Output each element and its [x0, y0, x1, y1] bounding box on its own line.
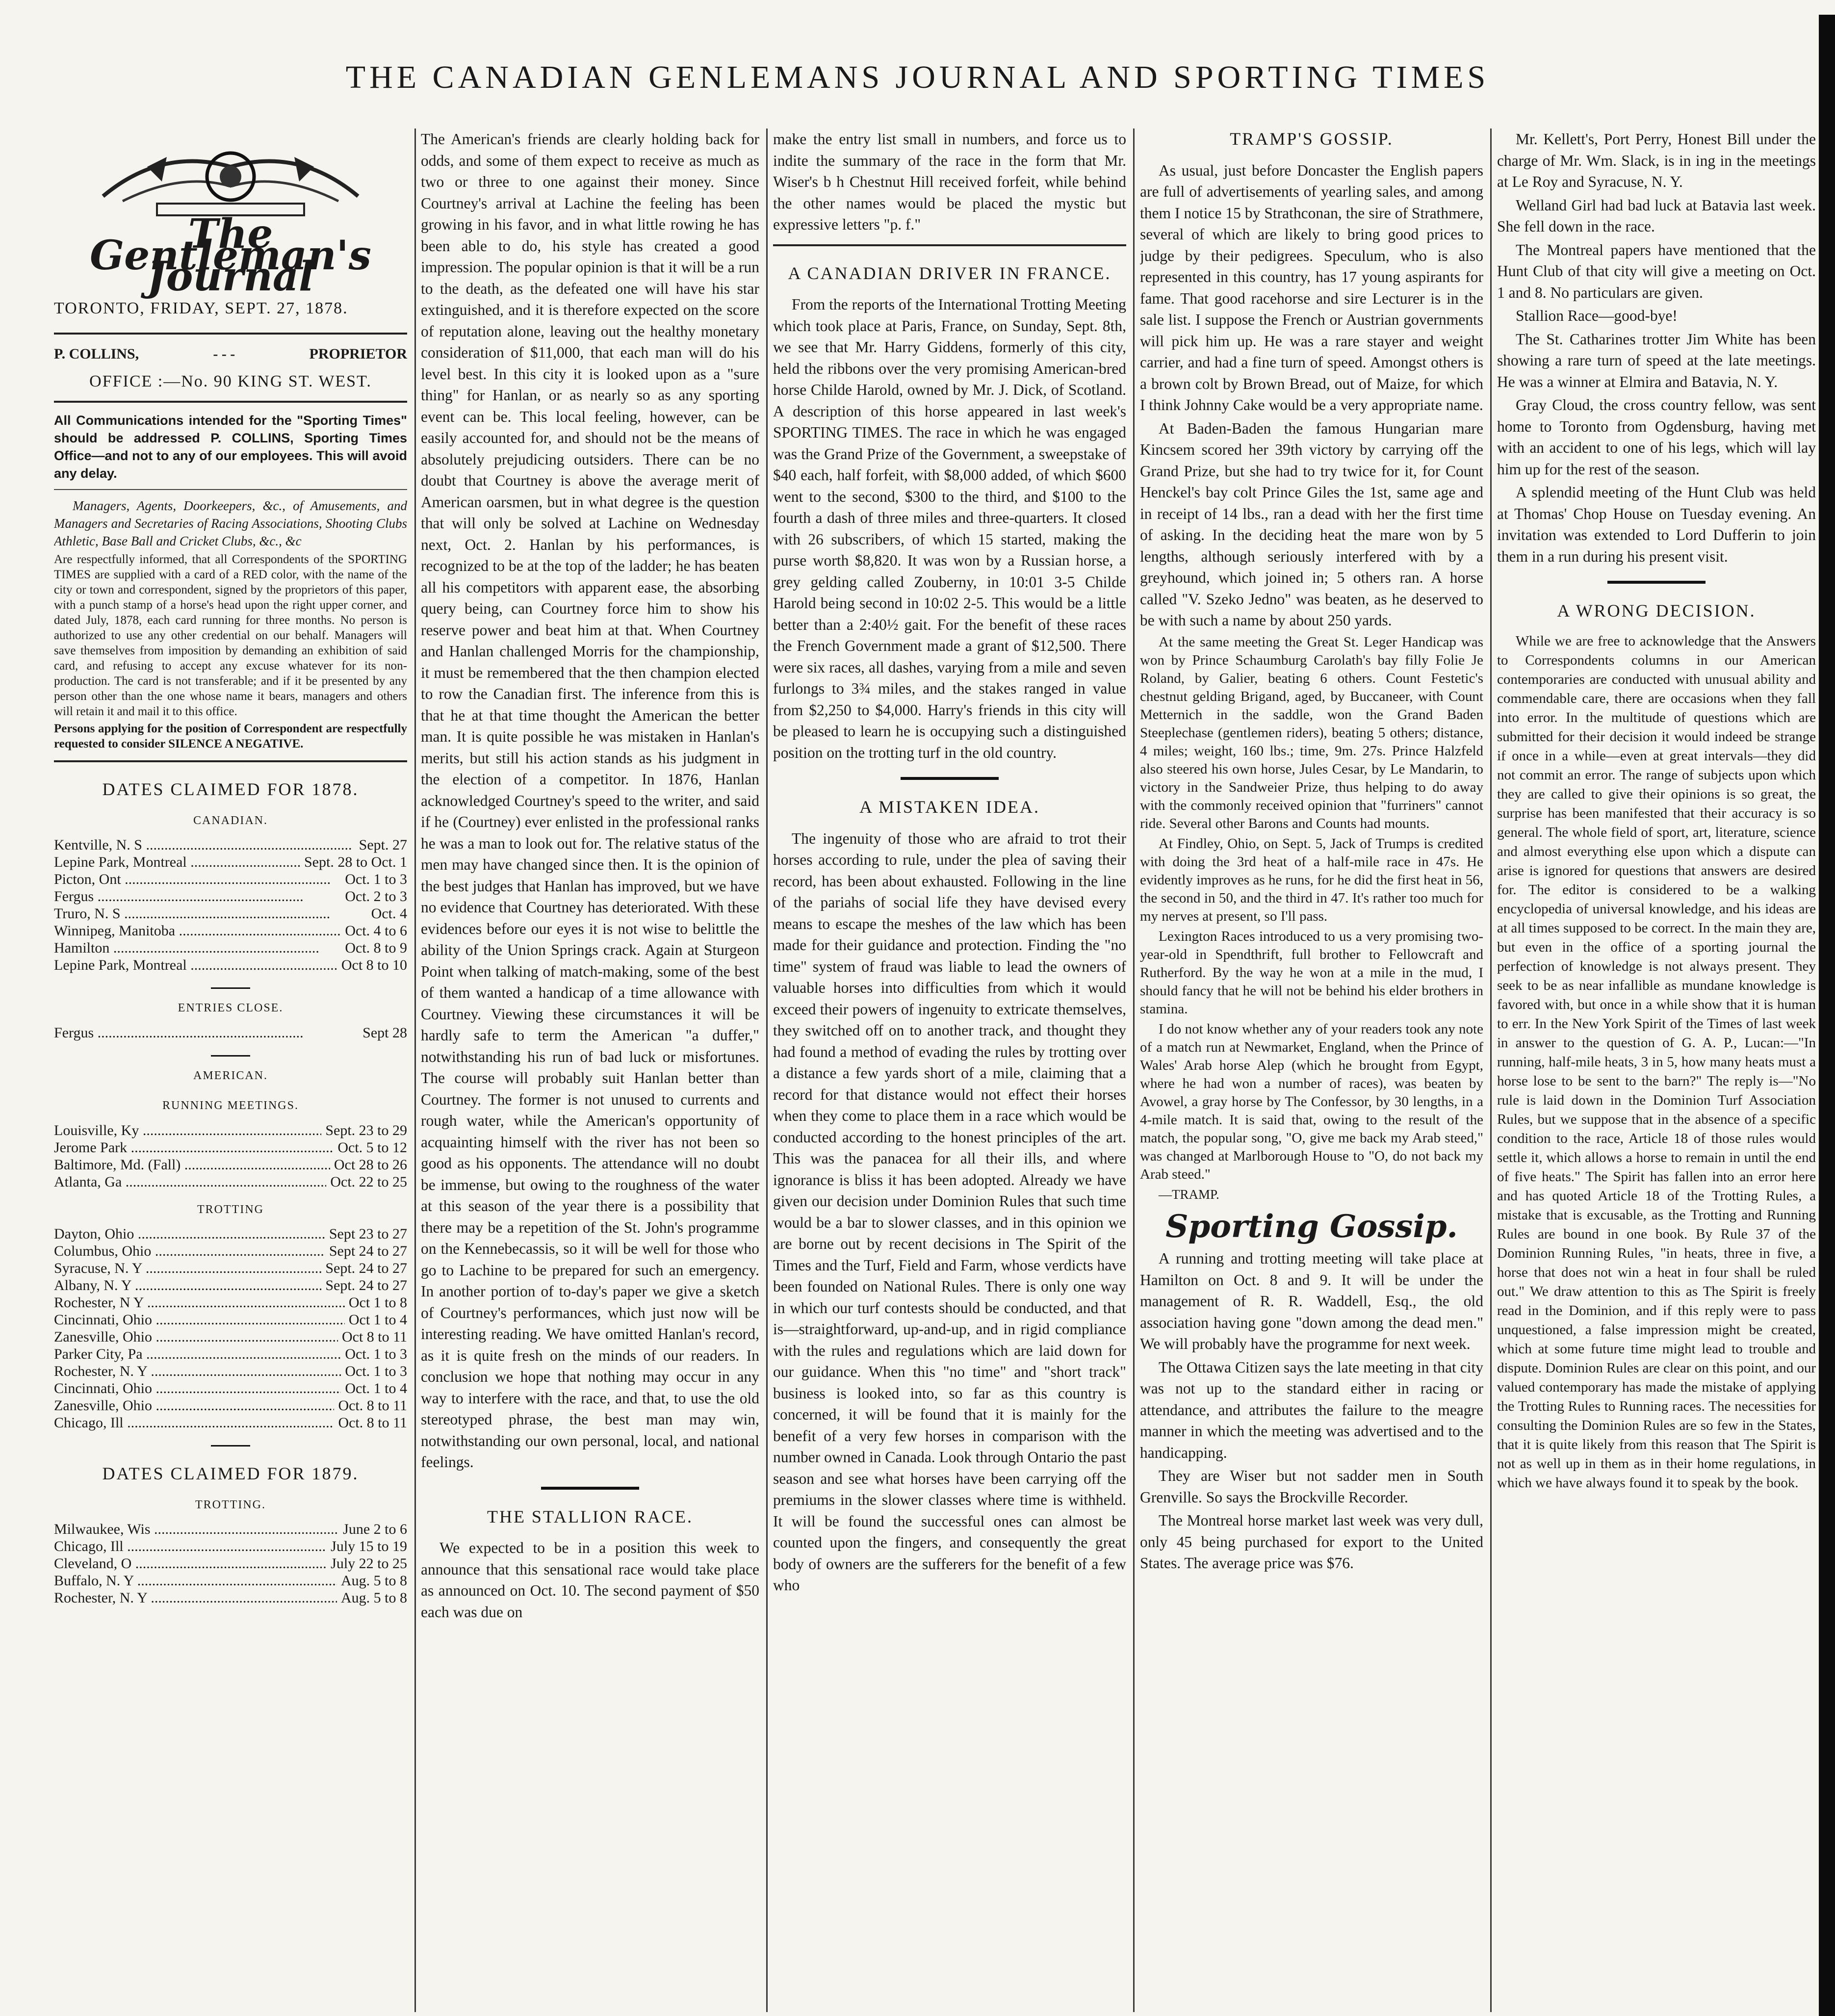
canadian-driver-article: From the reports of the International Trotting Meeting which took place at Paris, France, on Sunday, Sept. 8th, we see that Mr. Harry Giddens, formerly of this city, held the ribbons over the very promising American-bred horse Childe Harold, owned by Mr. J. Dick, of Scotland. A description of this horse appeared in last week's SPORTING TIMES. The race in which he was engaged was the Grand Prize of the Government, a sweepstake of $40 each, half forfeit, with $8,000 added, of which $600 went to the second, $300 to the third, and $100 to the fourth a dash of three miles and three-quarters. It closed with 26 subscribers, of which 15 started, making the purse worth $8,820. It was won by a Russian horse, a grey gelding called Zouberny, in 10:01 3-5 Childe Harold being second in 10:02 2-5. This would be a little better than a 2:40½ gait. For the benefit of these races the French Government made a grant of $12,500. There were six races, all dashes, varying from a mile and seven furlongs to 3¾ miles, and the stakes ranged in value from $2,250 to $4,000. Harry's friends in this city will be pleased to learn he is occupying such a distinguished position on the trotting turf in the old country.: [773, 296, 1126, 761]
listing-place: Zanesville, Ohio .....: [54, 1397, 334, 1414]
listing-place: Jerome Park .....: [54, 1139, 334, 1156]
listing-date: Sept. 24 to 27: [321, 1277, 407, 1294]
divider: [54, 401, 407, 403]
listing-date: Oct 1 to 8: [345, 1294, 407, 1311]
tramps-gossip-p1: As usual, just before Doncaster the English papers are full of advertisements of yearling sales, and among them I notice 15 by Strathconan, the sire of Strathmere, several of which are likely to bring good prices to judge by their pedigrees. Speculum, who is also represented in this country, has 17 young aspirants for fame. That good racehorse and sire Lecturer is in the sale list. I suppose the French or Austrian governments will pick him up. He was a rare stayer and weight carrier, and had a fine turn of speed. Amongst others is a brown colt by Brown Bread, out of Maize, for which I think Johnny Cake would be a very appropriate name.: [1140, 161, 1483, 414]
column-5: [1497, 129, 1816, 2012]
date-listing-row: [54, 1328, 407, 1345]
column-1: [54, 129, 407, 2012]
sporting-gossip-p2: The Ottawa Citizen says the late meeting in that city was not up to the standard either in racing or attendance, and attributes the failure to the meagre manner in which the meeting was advertised and to the handicapping.: [1140, 1358, 1483, 1461]
listing-date: Oct. 4 to 6: [341, 922, 407, 939]
stallion-race-continued: make the entry list small in numbers, and force us to indite the summary of the race in the form that Mr. Wiser's b h Chestnut Hill received forfeit, while behind the other names would be placed the mystic but expressive letters "p. f.": [773, 130, 1126, 233]
wrong-decision-heading: A WRONG DECISION.: [1557, 601, 1756, 620]
date-listing-row: [54, 1363, 407, 1380]
listing-place: Cleveland, O .....: [54, 1555, 327, 1572]
listing-date: Sept. 24 to 27: [321, 1260, 407, 1277]
sporting-gossip-heading: Sporting Gossip.: [1165, 1208, 1458, 1245]
correspondent-notice: Are respectfully informed, that all Correspondents of the SPORTING TIMES are supplied with a card of a RED color, with the name of the city or town and correspondent, signed by the proprietors of this paper, with a punch stamp of a horse's head upon the right upper corner, and dated July, 1878, each card running for three months. No person is authorized to use any other credential on our behalf. Managers will save themselves from imposition by demanding an exhibition of said card, and refusing to accept any excuse whatever for its non-production. The card is not transferable; and if it be presented by any person other than the one whose name it bears, managers and others will retain it and mail it to this office.: [54, 553, 407, 718]
column-rule: [1490, 129, 1492, 2012]
date-listing-row: [54, 1242, 407, 1260]
dates-1879-heading: DATES CLAIMED FOR 1879.: [102, 1464, 359, 1483]
date-listing-row: [54, 1311, 407, 1328]
entries-subheading: ENTRIES CLOSE.: [178, 1002, 284, 1014]
gossip-gray-cloud: Gray Cloud, the cross country fellow, was sent home to Toronto from Ogdensburg, having met with an accident to one of his legs, which will lay him up for the rest of the season.: [1497, 396, 1816, 478]
listing-place: Albany, N. Y .....: [54, 1277, 321, 1294]
divider: [54, 489, 407, 490]
date-listing-row: [54, 1397, 407, 1414]
column-rule: [766, 129, 768, 2012]
listing-date: Oct. 5 to 12: [334, 1139, 407, 1156]
date-listing-row: [54, 1156, 407, 1173]
divider: [211, 1055, 250, 1057]
column-4: [1140, 129, 1483, 2012]
listing-place: Buffalo, N. Y .....: [54, 1572, 337, 1589]
date-listing-row: [54, 939, 407, 956]
listing-date: Sept. 28 to Oct. 1: [300, 853, 407, 871]
listing-place: Syracuse, N. Y .....: [54, 1260, 321, 1277]
sporting-gossip-p4: The Montreal horse market last week was very dull, only 45 being purchased for export to the United States. The average price was $76.: [1140, 1512, 1483, 1572]
date-listing-row: [54, 1345, 407, 1363]
listing-place: Cincinnati, Ohio .....: [54, 1380, 341, 1397]
canadian-subheading: CANADIAN.: [193, 814, 268, 827]
listing-date: Sept. 27: [355, 836, 407, 853]
masthead: THE CANADIAN GENLEMANS JOURNAL AND SPORTING TIMES: [345, 59, 1490, 95]
canadian-dates-list: [54, 836, 407, 974]
date-listing-row: [54, 1122, 407, 1139]
listing-place: Picton, Ont .....: [54, 871, 331, 888]
listing-date: Oct. 1 to 4: [341, 1380, 407, 1397]
tramps-gossip-p3: At the same meeting the Great St. Leger Handicap was won by Prince Schaumburg Carolath's bay filly Folie Je Roland, by Galier, beating 6 others. Count Festetic's chestnut gelding Brigand, aged, by Buccaneer, with Count Metternich in the saddle, won the Grand Baden Steeplechase (gentlemen riders), beating 5 others; distance, 4 miles; weight, 160 lbs.; time, 9m. 27s. Prince Halzfeld also steered his own horse, Jules Cesar, by Le Mandarin, to victory in the Sandweier Prize, thus helping to do away with the commonly received opinion that "furriners" cannot ride. Several other Barons and Counts had mounts.: [1140, 634, 1483, 831]
journal-title: The Gentleman's Journal: [90, 210, 371, 300]
listing-date: Oct. 4: [367, 905, 407, 922]
divider: [211, 1445, 250, 1447]
tramps-gossip-p2: At Baden-Baden the famous Hungarian mare Kincsem scored her 39th victory by carrying off the Grand Prize, but she had to try twice for it, for Count Henckel's bay colt Prince Giles the 1st, same age and in receipt of 14 lbs., ran a dead with her the first time of asking. In the deciding heat the mare won by 5 lengths, although seriously interfered with by a greyhound, which joined in; 5 others ran. A horse called "V. Szeko Jedno" was beaten, as he deserved to be with such a name by about 250 yards.: [1140, 419, 1483, 629]
divider: [54, 760, 407, 762]
listing-date: Oct. 1 to 3: [341, 1363, 407, 1380]
date-listing-row: [54, 1277, 407, 1294]
trotting-1879-subheading: TROTTING.: [195, 1498, 266, 1511]
listing-date: Sept 28: [359, 1024, 407, 1041]
tramps-gossip-p5: Lexington Races introduced to us a very promising two-year-old in Spendthrift, full brother to Fellowcraft and Rutherford. By the way he won at a mile in the mud, I should fancy that he will not be behind his elder brothers in stamina.: [1140, 928, 1483, 1017]
column-3: [773, 129, 1126, 2012]
divider: [901, 777, 999, 780]
proprietor-name: P. COLLINS,: [54, 346, 139, 362]
listing-date: July 22 to 25: [327, 1555, 407, 1572]
gossip-kellett: Mr. Kellett's, Port Perry, Honest Bill under the charge of Mr. Wm. Slack, is in ing in the meetings at Le Roy and Syracuse, N. Y.: [1497, 130, 1816, 190]
column-rule: [1133, 129, 1135, 2012]
dateline: TORONTO, FRIDAY, SEPT. 27, 1878.: [54, 299, 348, 317]
divider: [541, 1487, 639, 1490]
running-dates-list: [54, 1122, 407, 1190]
listing-date: Oct 8 to 10: [337, 956, 407, 974]
listing-date: Sept 24 to 27: [325, 1242, 407, 1260]
gossip-welland-girl: Welland Girl had bad luck at Batavia last week. She fell down in the race.: [1497, 196, 1816, 235]
proprietor-label: PROPRIETOR: [309, 346, 407, 362]
date-listing-row: [54, 1225, 407, 1242]
gossip-hunt-club: A splendid meeting of the Hunt Club was held at Thomas' Chop House on Tuesday evening. An invitation was extended to Lord Dufferin to join them in a run during his present visit.: [1497, 484, 1816, 565]
listing-date: Oct. 8 to 9: [341, 939, 407, 956]
proprietor-line: [54, 343, 407, 365]
date-listing-row: [54, 871, 407, 888]
gossip-montreal-hunt: The Montreal papers have mentioned that the Hunt Club of that city will give a meeting on Oct. 1 and 8. No particulars are given.: [1497, 241, 1816, 301]
listing-place: Fergus .....: [54, 888, 304, 905]
stallion-race-article: We expected to be in a position this week to announce that this sensational race would take place as announced on Oct. 10. The second payment of $50 each was due on: [421, 1539, 759, 1621]
listing-place: Parker City, Pa .....: [54, 1345, 341, 1363]
date-listing-row: [54, 1294, 407, 1311]
divider: [54, 333, 407, 335]
proprietor-dashes: - - -: [213, 346, 235, 362]
listing-date: Oct. 8 to 11: [334, 1397, 407, 1414]
date-listing-row: [54, 956, 407, 974]
listing-place: Atlanta, Ga .....: [54, 1173, 326, 1190]
managers-notice: Managers, Agents, Doorkeepers, &c., of Amusements, and Managers and Secretaries of Racing Associations, Shooting Clubs Athletic, Base Ball and Cricket Clubs, &c., &c: [54, 498, 407, 548]
mistaken-idea-heading: A MISTAKEN IDEA.: [859, 797, 1040, 817]
listing-date: Aug. 5 to 8: [337, 1589, 407, 1606]
trotting-1879-dates-list: [54, 1521, 407, 1606]
wrong-decision-article: While we are free to acknowledge that the Answers to Correspondents columns in our American contemporaries are conducted with unusual ability and commendable care, there are occasions when they fall into error. In the multitude of questions which are submitted for their decision it would indeed be strange if once in a while—even at great intervals—they did not commit an error. The range of subjects upon which they are called to give their opinions is so great, the surprise has been manifested that their accuracy is so general. The whole field of sport, art, literature, science and almost everything else upon which a dispute can arise is ignored for questions that answers are desired for. The editor is considered to be a walking encyclopedia of universal knowledge, and his ideas are at all times supposed to be correct. In the main they are, but even in the office of a sporting journal the perfection of knowledge is not always present. They seek to be as near infallible as mundane knowledge is favored with, but once in a while show that it is human to err. In the New York Spirit of the Times of last week in answer to the question of G. A. P., Lucan:—"In running, half-mile heats, 3 in 5, how many heats must a horse lose to be sent to the barn?" The reply is—"No rule is laid down in the Dominion Turf Association Rules, but we suppose that in the absence of a specific condition to the race, Article 18 of those rules would settle it, which allows a horse to remain in until the end of five heats." The Spirit has fallen into an error here and has quoted Article 18 of the Trotting Rules, a mistake that is excusable, as the Trotting and Running Rules are bound in one book. By Rule 37 of the Dominion Running Rules, "in heats, three in five, a horse that does not win a heat in four shall be ruled out." We draw attention to this as The Spirit is freely read in the Dominion, and if this reply were to pass unquestioned, a false impression might be created, which at some future time might lead to trouble and dispute. Dominion Rules are clear on this point, and our valued contemporary has made the mistake of applying the Trotting Rules to Running races. The necessities for consulting the Dominion Rules are so few in the States, that it is quite likely from this reason that The Spirit is not as well up in them as in their home regulations, in which we have always found it to speak by the book.: [1497, 633, 1816, 1491]
listing-place: Hamilton .....: [54, 939, 319, 956]
scan-edge-bar: [1819, 15, 1835, 2016]
listing-date: Oct 8 to 11: [338, 1328, 407, 1345]
divider: [211, 987, 250, 989]
trotting-subheading: TROTTING: [197, 1203, 264, 1216]
listing-place: Lepine Park, Montreal .....: [54, 956, 337, 974]
applicant-notice: Persons applying for the position of Correspondent are respectfully requested to consider SILENCE A NEGATIVE.: [54, 722, 407, 750]
date-listing-row: [54, 1538, 407, 1555]
date-listing-row: [54, 853, 407, 871]
listing-place: Rochester, N Y .....: [54, 1294, 345, 1311]
date-listing-row: [54, 1173, 407, 1190]
date-listing-row: [54, 905, 407, 922]
listing-date: Oct. 1 to 3: [341, 871, 407, 888]
crest-emblem-icon: [93, 137, 368, 221]
date-listing-row: [54, 1380, 407, 1397]
listing-place: Zanesville, Ohio .....: [54, 1328, 338, 1345]
sporting-gossip-p1: A running and trotting meeting will take place at Hamilton on Oct. 8 and 9. It will be under the management of R. R. Waddell, Esq., the old association having gone "down among the dead men." We will probably have the programme for next week.: [1140, 1250, 1483, 1352]
date-listing-row: [54, 1572, 407, 1589]
listing-date: June 2 to 6: [339, 1521, 407, 1538]
listing-place: Dayton, Ohio .....: [54, 1225, 325, 1242]
listing-date: Oct. 2 to 3: [341, 888, 407, 905]
listing-place: Columbus, Ohio .....: [54, 1242, 325, 1260]
divider: [1607, 581, 1706, 584]
listing-date: Oct. 1 to 3: [341, 1345, 407, 1363]
listing-place: Milwaukee, Wis .....: [54, 1521, 339, 1538]
listing-date: Oct 1 to 4: [345, 1311, 407, 1328]
office-address: OFFICE :—No. 90 KING ST. WEST.: [89, 372, 372, 390]
gossip-jim-white: The St. Catharines trotter Jim White has been showing a rare turn of speed at the late meetings. He was a winner at Elmira and Batavia, N. Y.: [1497, 330, 1816, 390]
listing-place: Winnipeg, Manitoba .....: [54, 922, 341, 939]
dates-1878-heading: DATES CLAIMED FOR 1878.: [102, 779, 359, 799]
listing-date: Oct. 22 to 25: [326, 1173, 407, 1190]
date-listing-row: [54, 836, 407, 853]
tramp-signature: —TRAMP.: [1159, 1187, 1219, 1202]
entries-list: [54, 1024, 407, 1041]
listing-place: Lepine Park, Montreal .....: [54, 853, 300, 871]
listing-place: Baltimore, Md. (Fall) .....: [54, 1156, 330, 1173]
canadian-driver-heading: A CANADIAN DRIVER IN FRANCE.: [788, 263, 1111, 283]
column-rule: [414, 129, 416, 2012]
date-listing-row: [54, 1589, 407, 1606]
tramps-gossip-p4: At Findley, Ohio, on Sept. 5, Jack of Trumps is credited with doing the 3rd heat of a half-mile race in 47s. He evidently improves as he runs, for he did the first heat in 56, the second in 50, and the third in 47. It's rather too much for my nerves at present, so I'll pass.: [1140, 835, 1483, 924]
listing-place: Louisville, Ky .....: [54, 1122, 321, 1139]
running-subheading: RUNNING MEETINGS.: [162, 1099, 299, 1112]
date-listing-row: [54, 1521, 407, 1538]
listing-place: Truro, N. S .....: [54, 905, 330, 922]
date-listing-row: [54, 1260, 407, 1277]
listing-date: Sept. 23 to 29: [321, 1122, 407, 1139]
listing-date: July 15 to 19: [327, 1538, 407, 1555]
date-listing-row: [54, 1139, 407, 1156]
listing-date: Oct. 8 to 11: [334, 1414, 407, 1431]
sporting-gossip-p3: They are Wiser but not sadder men in South Grenville. So says the Brockville Recorder.: [1140, 1467, 1483, 1506]
american-subheading: AMERICAN.: [193, 1069, 268, 1082]
tramps-gossip-heading: TRAMP'S GOSSIP.: [1230, 129, 1394, 149]
date-listing-row: [54, 1414, 407, 1431]
listing-place: Rochester, N. Y .....: [54, 1363, 341, 1380]
listing-place: Chicago, Ill .....: [54, 1414, 333, 1431]
rowing-article: The American's friends are clearly holding back for odds, and some of them expect to receive as much as two or three to one against their money. Since Courtney's arrival at Lachine the feeling has been growing in his favor, and in what little rowing he has been able to do, his style has created a good impression. The popular opinion is that it will be a run to the death, as the defeated one will have his star extinguished, and it is therefore expected on the score of reputation alone, leaving out the healthy monetary consideration of $11,000, that each man will do his level best. In this city it is looked upon as a "sure thing" for Hanlan, or as nearly so as any sporting event can be. This local feeling, however, can be easily accounted for, and should not be the means of absolutely prejudicing outsiders. There can be no doubt that Courtney is above the average merit of American oarsmen, but in what degree is the question that will only be solved at Lachine on Wednesday next, Oct. 2. Hanlan by his performances, is recognized to be at the top of the ladder; he has beaten all his competitors with apparent ease, the absorbing query being, can Courtney force him to show his reserve power and beat him at that. When Courtney and Hanlan challenged Morris for the championship, it must be remembered that the then champion elected to row the Canadian first. The inference from this is that he at that time thought the American the better man. It is quite possible he was mistaken in Hanlan's merits, but still his action stands as his judgment in the election of a competitor. In 1876, Hanlan acknowledged Courtney's speed to the writer, and said if he (Courtney) ever enlisted in the professional ranks he was a man to look out for. The relative status of the men may have changed since then. It is the opinion of the best judges that Hanlan has improved, but we have no evidence that Courtney has deteriorated. With these evidences before our eyes it is not wise to belittle the ability of the Union Springs crack. Again at Sturgeon Point when talking of match-making, some of the best of them wanted a handicap of a time allowance with Courtney. Viewing these circumstances it will be hardly safe to term the American "a duffer," notwithstanding his run of bad luck or misfortunes. The course will probably suit Hanlan better than Courtney. The former is not unused to currents and rough water, while the American's opportunity of acquainting himself with the river has not been so good as his opponents. The attendance will no doubt be immense, but owing to the roughness of the water at this season of the year there is a possibility that there may be a repetition of the St. John's programme on the Kennebecassis, so it will be well for those who go to Lachine to be prepared for such an emergency. In another portion of to-day's paper we give a sketch of Courtney's performances, which just now will be interesting reading. We have omitted Hanlan's record, as it is quite fresh on the minds of our readers. In conclusion we hope that nothing may occur in any way to interfere with the race, and that, to use the old stereotyped phrase, the best man may win, notwithstanding our own personal, local, and national feelings.: [421, 130, 759, 1471]
trotting-dates-list: [54, 1225, 407, 1431]
listing-place: Rochester, N. Y .....: [54, 1589, 337, 1606]
listing-date: Oct 28 to 26: [330, 1156, 407, 1173]
tramps-gossip-p6: I do not know whether any of your readers took any note of a match run at Newmarket, England, when the Prince of Wales' Arab horse Alep (which he brought from Egypt, where he had won a number of races), was beaten by Avowel, a gray horse by The Confessor, by 30 lengths, in a 4-mile match. It is said that, owing to the result of the match, the popular song, "O, give me back my Arab steed," was changed at Marlborough House to "O, do not back my Arab steed.": [1140, 1021, 1483, 1182]
gossip-stallion-race: Stallion Race—good-bye!: [1516, 307, 1678, 324]
contact-notice: All Communications intended for the "Sporting Times" should be addressed P. COLLINS, Sporting Times Office—and not to any of our employees. This will avoid any delay.: [54, 413, 407, 481]
column-2: [421, 129, 759, 2012]
date-listing-row: [54, 888, 407, 905]
date-listing-row: [54, 1555, 407, 1572]
date-listing-row: [54, 922, 407, 939]
listing-place: Cincinnati, Ohio .....: [54, 1311, 345, 1328]
listing-place: Chicago, Ill .....: [54, 1538, 327, 1555]
listing-date: Sept 23 to 27: [325, 1225, 407, 1242]
listing-place: Kentville, N. S .....: [54, 836, 352, 853]
divider: [773, 244, 1126, 246]
listing-date: Aug. 5 to 8: [337, 1572, 407, 1589]
listing-place: Fergus .....: [54, 1024, 304, 1041]
stallion-race-heading: THE STALLION RACE.: [487, 1506, 694, 1526]
mistaken-idea-article: The ingenuity of those who are afraid to trot their horses according to rule, under the plea of saving their record, has been about exhausted. Following in the line of the pariahs of social life they have devised every means to escape the meshes of the law which has been made for their guidance and protection. Finding the "no time" system of fraud was liable to lead the owners of valuable horses into difficulties from which it would exceed their powers of ingenuity to extricate themselves, they switched off on to another track, and thought they had found a method of evading the rules by trotting over a distance a few yards short of a mile, claiming that a record for that distance would not effect their horses when they come to place them in a race which would be conducted according to the honest principles of the art. This was the panacea for all their ills, and where ignorance is bliss it has been adopted. Already we have given our decision under Dominion Rules that such time would be a bar to slower classes, and in this opinion we are borne out by recent decisions in The Spirit of the Times and the Turf, Field and Farm, whose verdicts have been founded on National Rules. There is only one way in which our turf contests should be conducted, and that is—straightforward, up-and-up, and in rigid compliance with the rules and regulations which are laid down for our guidance. When this "no time" and "short track" business is looked into, so far as this country is concerned, it will be found that it is mainly for the benefit of a very few horses in comparison with the number owned in Canada. Look through Ontario the past season and see what horses have been carrying off the premiums in the slower classes where time is withheld. It will be found the successful ones can almost be counted upon the fingers, and consequently the great body of owners are the sufferers for the benefit of a few who: [773, 829, 1126, 1594]
date-listing-row: [54, 1024, 407, 1041]
